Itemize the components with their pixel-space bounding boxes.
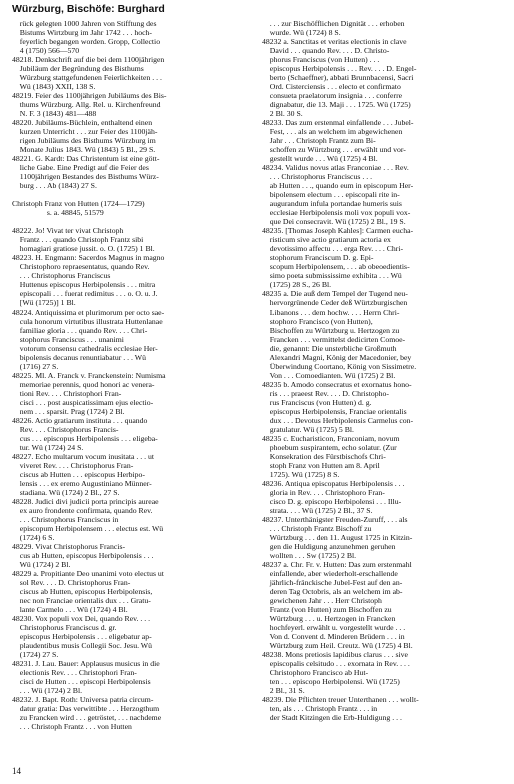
text-line: Huttenus episcopus Herbipolensis . . . mitra [12, 280, 156, 290]
text-line: lensis . . . ex eremo Augustiniano Münner- [12, 478, 152, 488]
text-line: . . . zur Bischöfflichen Dignität . . . erhoben [262, 19, 405, 28]
text-line: Frantz . . . quando Christoph Frantz sibi [12, 235, 144, 245]
text-line: ten, als . . . Christoph Frantz . . . in [262, 704, 378, 714]
text-line: votorum consensu cathedralis ecclesiae Her- [12, 343, 158, 353]
text-line: Wü (1724) 2 Bl. [12, 559, 71, 569]
text-line: familiae gloria . . . quando Rev. . . . Chri- [12, 325, 148, 335]
text-line: 2 Bl. 30 S. [262, 109, 303, 119]
text-line: wurde. Wü (1724) 8 S. [262, 28, 341, 38]
text-line: hochfeyerl. erwählt u. vorgestellt wurde . . . [262, 623, 406, 633]
text-line: simo poeta submississime exhibita . . . Wü [262, 271, 402, 281]
text-line: 48237. Unterthänigster Freuden-Zuruff, . . . als [262, 514, 408, 524]
text-line: plaudentibus musis Collegii Soc. Jesu. Wü [12, 641, 152, 651]
text-line: 48222. Jo! Vivat ter vivat Christoph [12, 226, 124, 236]
text-line: 1100jährigen Bestandes des Bisthums Würz- [12, 172, 159, 182]
text-line: Christophoro Francisco ab Hut- [262, 668, 369, 678]
text-line: cus ab Hutten, episcopus Herbipolensis . . . [12, 550, 154, 560]
text-line: 48218. Denkschrift auf die bei dem 1100jährigen [12, 55, 165, 65]
text-line: 4 (1750) 566—570 [12, 46, 80, 56]
text-line: Libanons . . . dem hochw. . . . Herrn Chri- [262, 307, 400, 317]
text-line: episcopalis celsitudo . . . exornata in Rev. . . . [262, 659, 410, 669]
text-line: Überwindung Coortano, König von Sissimetre. [262, 361, 417, 371]
text-line [12, 217, 252, 226]
text-line: strata. . . . Wü (1725) 2 Bl., 37 S. [262, 505, 373, 515]
text-line: episcopum Herbipolensem . . . electus est. Wü [12, 523, 164, 533]
text-line: cisci . . . post auspicatissimam ejus electio- [12, 397, 154, 407]
text-line: liche Gabe. Eine Predigt auf die Feier des [12, 163, 149, 173]
text-line: Bischoffen zu Würtzburg u. Hertzogen zu [262, 325, 400, 335]
text-line: Frantz (von Hutten) zum Bischoffen zu [262, 605, 392, 615]
text-line [12, 190, 252, 199]
text-line: viveret Rev. . . . Christophorus Fran- [12, 460, 134, 470]
text-line: bipolensis decanus renuntiabatur . . . Wü [12, 352, 146, 362]
text-line: 48219. Feier des 1100jährigen Jubiläums des Bis- [12, 91, 167, 101]
text-line: wollten . . . Sw (1725) 2 Bl. [262, 550, 357, 560]
text-line: episcopus Herbipolensis . . . Rev. . . . D. Engel- [262, 64, 417, 74]
text-line: 48225. Ml. A. Franck v. Franckenstein: Numisma [12, 370, 166, 380]
text-line: Christophorus Franciscus d. gr. [12, 623, 117, 633]
text-line: gen die Huldigung anzunehmen geruhen [262, 541, 396, 551]
text-line: einfallende, aber wiederholt-erschallende [262, 568, 398, 578]
text-line: Christophoro repraesentatus, quando Rev. [12, 262, 150, 272]
text-line: sol Rev. . . . D. Christophorus Fran- [12, 577, 131, 587]
text-line: devotissimo affectu . . . erga Rev. . . . Chri- [262, 244, 404, 254]
text-line: stophoro Francisco (von Hutten), [262, 316, 373, 326]
text-line: 48232. J. Bapt. Roth: Universa patria circum- [12, 695, 154, 705]
text-line: ciscus ab Hutten . . . episcopus Herbipo- [12, 469, 146, 479]
text-line: Alexandri Magni, König der Macedonier, bey [262, 352, 412, 362]
text-line: episcopali . . . fuerat redimitus . . . o. O. u. J. [12, 289, 158, 299]
text-line: [Wü (1725)] 1 Bl. [12, 298, 76, 308]
text-line: rigen Jubiläums des Bisthums Würzburg im [12, 136, 156, 146]
text-line: 48226. Actio gratiarum instituta . . . quando [12, 415, 148, 425]
text-line: 48237 a. Chr. Fr. v. Hutten: Das zum erstenmahl [262, 559, 412, 569]
text-line: Rev. . . . Christophorus Francis- [12, 424, 119, 434]
text-line: rus Franciscus (von Hutten) d. g. [262, 397, 372, 407]
text-line: cula honorum virtutibus illustrata Huttenlanae [12, 316, 163, 326]
text-line: Jubiläum der Begründung des Bisthums [12, 64, 144, 74]
text-line: cisci de Hutten . . . episcopi Herbipolensis [12, 677, 151, 687]
text-line: 48229 a. Propitiante Deo unanimi voto electus ut [12, 568, 164, 578]
text-line: gestellt wurde . . . Wü (1725) 4 Bl. [262, 154, 378, 164]
text-line: episcopus Herbipolensis, Franciae orientalis [262, 406, 407, 416]
text-line: hervorgrünende Ceder deß Würtzburgischen [262, 298, 408, 308]
text-line: der Stadt Kitzingen die Erb-Huldigung . . . [262, 713, 402, 723]
text-line: thums Würzburg. Allg. Rel. u. Kirchenfreund [12, 100, 161, 110]
text-line: 48236. Antiqua episcopatus Herbipolensis . . . [262, 478, 405, 488]
text-line: 48235 b. Amodo consecratus et exornatus hono- [262, 379, 412, 389]
text-line: stadiana. Wü (1724) 2 Bl., 27 S. [12, 487, 120, 497]
text-line: Von d. Convent d. Minderen Brüdern . . . in [262, 632, 405, 642]
text-line: Monate Julius 1843. Wü (1843) 5 Bl., 29 S. [12, 145, 156, 155]
text-line: 48224. Antiquissima et plurimorum per octo sae- [12, 307, 165, 317]
text-line: electionis Rev. . . . Christophori Fran- [12, 668, 137, 678]
text-line: memoriae perennis, quod honori ac venera- [12, 379, 155, 389]
text-line: consueta praelatorum insignia . . . conferre [262, 91, 403, 101]
text-line: . . . Christophorus Franciscus in [12, 514, 119, 524]
text-line: gratulatur. Wü (1725) 5 Bl. [262, 424, 354, 434]
text-line: Francken . . . vermittelst dedicirten Comoe- [262, 334, 406, 344]
text-line: dignabatur, die 13. Maji . . . 1725. Wü (1725) [262, 100, 411, 110]
text-line: 48230. Vox populi vox Dei, quando Rev. . . . [12, 614, 151, 624]
text-line: risticum sive actio gratiarum actoria ex [262, 235, 391, 245]
text-line: 48229. Vivat Christophorus Francis- [12, 541, 126, 551]
text-line: augurandum infula portandae humeris suis [262, 199, 402, 209]
text-line: ciscus ab Hutten, episcopus Herbipolensis, [12, 586, 153, 596]
text-line: tur. Wü (1724) 24 S. [12, 442, 84, 452]
text-line: 48232 a. Sanctitas et veritas electionis in clave [262, 37, 407, 47]
text-line: ab Hutten . . ., quando eum in episcopum Her- [262, 181, 414, 191]
text-line: phoebum suspirantem, echo solatur. (Zur [262, 442, 397, 452]
text-line: que Dei consecravit. Wü (1725) 2 Bl., 19 S. [262, 217, 406, 227]
text-line: nem . . . sparsit. Prag (1724) 2 Bl. [12, 406, 125, 416]
text-line: gloria in Rev. . . . Christophoro Fran- [262, 487, 385, 497]
text-line: die, genannt: Die unsterbliche Großmuth [262, 343, 397, 353]
text-line: Fest, . . . als an welchem im abgewichenen [262, 127, 403, 137]
text-line: zu Francken wird . . . getröstet, . . . nachdeme [12, 713, 162, 723]
text-line: tioni Rev. . . . Christophori Fran- [12, 388, 122, 398]
page-number: 14 [12, 766, 21, 776]
text-line: 48227. Echo multarum vocum inusitata . . . ut [12, 451, 155, 461]
text-line: Konsekration des Fürstbischofs Chri- [262, 451, 386, 461]
running-header: Würzburg, Bischöfe: Burghard [12, 3, 165, 15]
text-line: David . . . quando Rev. . . . D. Christo- [262, 46, 390, 56]
text-line: 48220. Jubiläums-Büchlein, enthaltend einen [12, 118, 153, 128]
text-line: 48221. G. Kardt: Das Christentum ist eine gött- [12, 154, 160, 164]
text-line: Von . . . Comoedianten. Wü (1725) 2 Bl. [262, 370, 396, 380]
text-line: bipolensem electum . . . episcopali rite in- [262, 190, 400, 200]
text-line: . . . Christoph Frantz . . . von Hutten [12, 722, 132, 732]
text-line: 1725). Wü (1725) 8 S. [262, 469, 340, 479]
text-line: . . . Wü (1724) 2 Bl. [12, 686, 83, 696]
text-line: (1716) 27 S. [12, 361, 59, 371]
text-line: Würtzburg . . . den 11. August 1725 in Kitzin- [262, 532, 413, 542]
text-line: Würtzburg zum Heil. Creutz. Wü (1725) 4 Bl. [262, 641, 413, 651]
right-column [262, 19, 502, 722]
text-line: nec non Franciae orientalis dux . . . Gratu- [12, 596, 151, 605]
text-line: (1725) 28 S., 26 Bl. [262, 280, 332, 290]
text-line: stoph Franz von Hutten am 8. April [262, 460, 380, 470]
text-line: 48234. Validus novus atlas Franconiae . . . Rev. [262, 163, 409, 173]
text-line: lante Carmelo . . . Wü (1724) 4 Bl. [12, 605, 128, 615]
text-line: datur gratia: Das verwittibte . . . Herzogthum [12, 704, 160, 714]
text-line: s. a. 48845, 51579 [12, 208, 104, 218]
text-line: 48238. Mons pretiosis lapidibus clarus . . . sive [262, 650, 408, 660]
text-line: N. F. 3 (1843) 481—488 [12, 109, 97, 119]
text-line: ecclesiae Herbipolensis moli vox populi vox- [262, 208, 411, 218]
text-line: 48235 c. Eucharisticon, Franconiam, novum [262, 433, 400, 443]
text-line: kurzen Unterricht . . . zur Feier des 1100jäh- [12, 127, 158, 137]
text-line: phorus Franciscus (von Hutten) . . . [262, 55, 380, 65]
text-line: deren Tag Octobris, als an welchem im ab- [262, 586, 403, 596]
text-line: . . . Christophorus Franciscus . . . [262, 172, 373, 182]
text-line: feyerlich begangen worden. Gropp, Collectio [12, 37, 161, 47]
text-line: . . . Christophorus Franciscus [12, 271, 111, 281]
text-line: 48231. J. Lau. Bauer: Applausus musicus in die [12, 659, 160, 669]
text-line: ris . . . praeest Rev. . . . D. Christopho- [262, 388, 389, 398]
text-line: ten . . . episcopo Herbipolensi. Wü (1725) [262, 677, 400, 687]
text-line: Christoph Franz von Hutten (1724—1729) [12, 199, 145, 209]
text-line: rück gelegten 1000 Jahren von Stifftung des [12, 19, 157, 28]
text-line: schoffen zu Würtzburg . . . erwählt und vor- [262, 145, 406, 155]
text-line: jährlich-fränckische Jubel-Fest auf den an- [262, 577, 403, 587]
text-line: stophorus Franciscus . . . unanimi [12, 334, 124, 344]
text-line: cisco D. g. episcopo Herbipolensi . . . Illu- [262, 496, 402, 506]
text-line: (1724) 6 S. [12, 532, 55, 542]
text-line: 48235. [Thomas Joseph Kahles]: Carmen eucha- [262, 226, 414, 236]
text-line: ex auro frondente confirmata, quando Rev. [12, 505, 153, 515]
text-line: (1724) 27 S. [12, 650, 59, 660]
text-line: 2 Bl., 31 S. [262, 686, 305, 696]
text-line: episcopus Herbipolensis . . . eligebatur ap- [12, 632, 152, 642]
text-line: stophorum Franciscum D. g. Epi- [262, 253, 374, 263]
text-line: 48235 a. Die auß dem Tempel der Tugend neu- [262, 289, 408, 299]
text-line: Ord. Cisterciensis . . . electo et confirmato [262, 82, 401, 92]
text-line: scopum Herbipolensem, . . . ab obeoedientis- [262, 262, 410, 272]
text-line: Jahr . . . Christoph Frantz zum Bi- [262, 136, 376, 146]
text-line: 48228. Judici divi judicii porta principis aureae [12, 496, 159, 506]
text-line: dux . . . Devotus Herbipolensis Carmelus con- [262, 415, 414, 425]
text-line: berto (Schaeffner), abbati Brunnbacensi, Sacri [262, 73, 414, 83]
text-line: Bistums Wirtzburg im Jahr 1742 . . . hoch- [12, 28, 152, 38]
text-line: 48223. H. Engmann: Sacerdos Magnus in magno [12, 253, 165, 263]
text-line: . . . Christoph Frantz Bischoff zu [262, 523, 372, 533]
text-line: Würzburg stattgefundenen Feierlichkeiten . . . [12, 73, 162, 83]
text-line: Wü (1843) XXII, 138 S. [12, 82, 96, 92]
text-line: 48233. Das zum erstenmal einfallende . . . Jubel- [262, 118, 414, 128]
text-line: burg . . . Ab (1843) 27 S. [12, 181, 97, 191]
text-line: cus . . . episcopus Herbipolensis . . . eligeba- [12, 433, 158, 443]
text-line: homagiari gratiose jussit. o. O. (1725) 1 Bl. [12, 244, 155, 254]
text-line: gewichenen Jahr . . . Herr Christoph [262, 596, 382, 605]
text-line: 48239. Die Pflichten treuer Unterthanen . . . wollt- [262, 695, 419, 705]
text-line: Würtzburg . . . u. Hertzogen in Francken [262, 614, 396, 624]
left-column [12, 19, 252, 731]
